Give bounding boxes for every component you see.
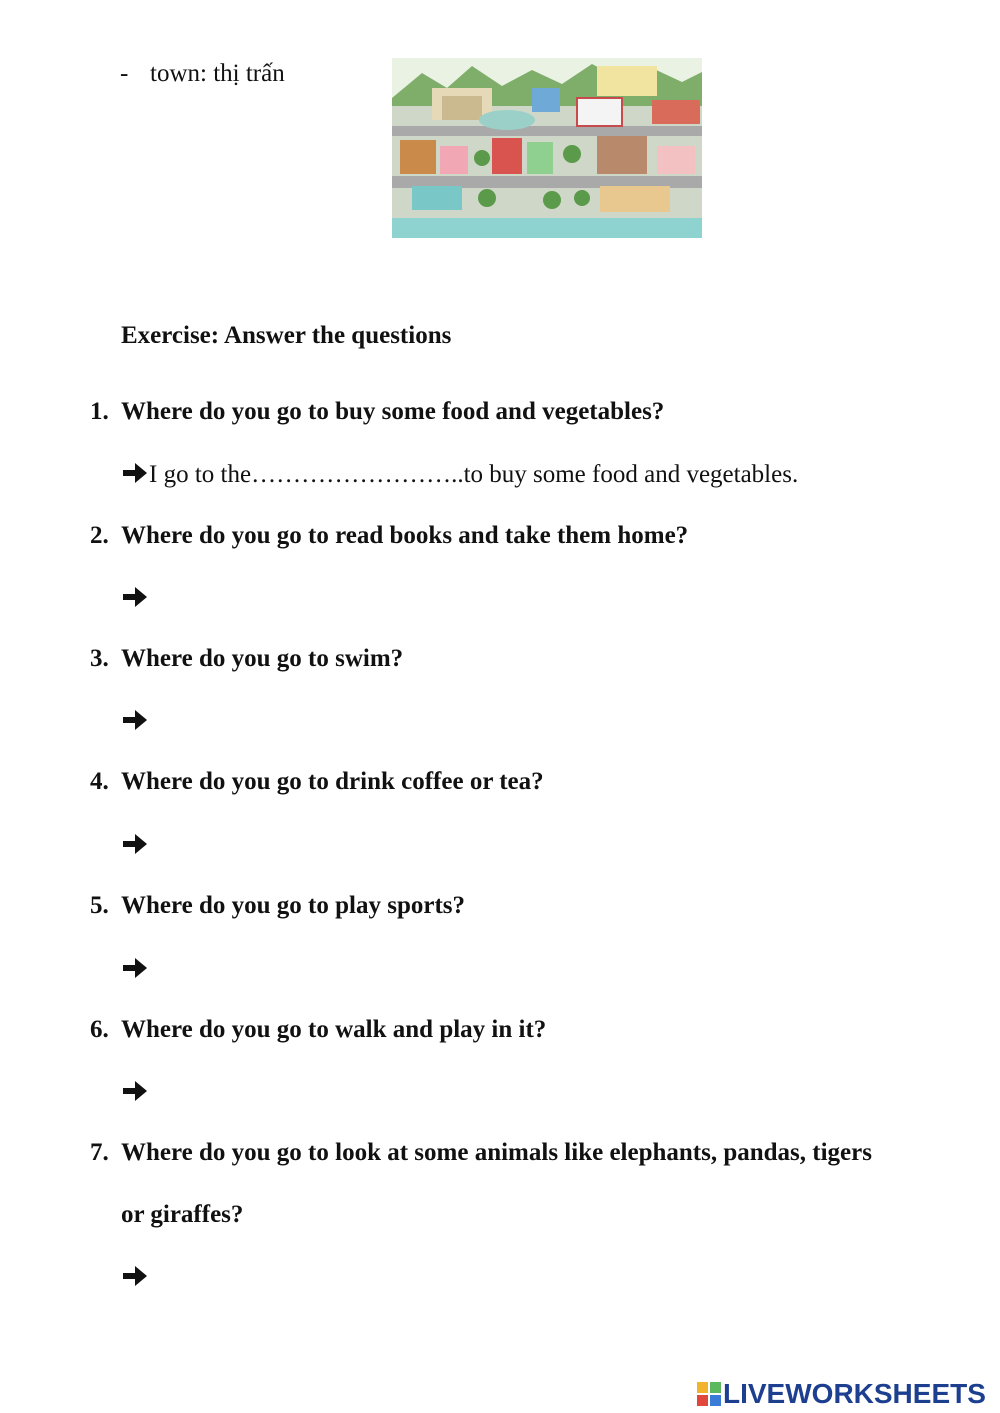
question-text: Where do you go to drink coffee or tea? xyxy=(121,768,544,795)
answer-4[interactable] xyxy=(121,831,149,860)
arrow-icon xyxy=(121,707,149,733)
vocab-text: town: thị trấn xyxy=(150,60,285,87)
question-text: Where do you go to walk and play in it? xyxy=(121,1016,547,1043)
question-text: Where do you go to read books and take them home? xyxy=(121,522,689,549)
logo-text: LIVEWORKSHEETS xyxy=(723,1378,986,1409)
question-text: Where do you go to buy some food and vegetables? xyxy=(121,398,665,425)
answer-6[interactable] xyxy=(121,1078,149,1107)
question-2 xyxy=(90,522,688,550)
question-number: 5. xyxy=(90,892,109,919)
arrow-icon xyxy=(121,955,149,981)
answer-5[interactable] xyxy=(121,955,149,984)
arrow-icon xyxy=(121,1263,149,1289)
arrow-icon xyxy=(121,460,149,486)
question-number: 6. xyxy=(90,1016,109,1043)
question-4 xyxy=(90,768,544,796)
question-6 xyxy=(90,1016,546,1044)
answer-2[interactable] xyxy=(121,584,149,613)
question-text: Where do you go to look at some animals like elephants, pandas, tigers xyxy=(121,1139,872,1166)
answer-3[interactable] xyxy=(121,707,149,736)
question-7 xyxy=(90,1139,872,1167)
question-7-continued: or giraffes? xyxy=(121,1201,244,1228)
vocab-line xyxy=(120,60,285,88)
answer-text: I go to the……………………..to buy some food and vegetables. xyxy=(149,461,799,488)
question-text: Where do you go to play sports? xyxy=(121,892,466,919)
question-number: 4. xyxy=(90,768,109,795)
answer-7[interactable] xyxy=(121,1263,149,1292)
arrow-icon xyxy=(121,584,149,610)
question-text: Where do you go to swim? xyxy=(121,645,404,672)
exercise-title: Exercise: Answer the questions xyxy=(121,322,452,349)
question-3 xyxy=(90,645,403,673)
town-illustration xyxy=(392,58,702,238)
vocab-dash: - xyxy=(120,60,129,87)
question-number: 1. xyxy=(90,398,109,425)
question-number: 2. xyxy=(90,522,109,549)
logo-blocks-icon xyxy=(697,1382,721,1406)
question-number: 3. xyxy=(90,645,109,672)
question-5 xyxy=(90,892,465,920)
arrow-icon xyxy=(121,831,149,857)
question-1 xyxy=(90,398,664,426)
liveworksheets-logo xyxy=(697,1378,986,1410)
question-number: 7. xyxy=(90,1139,109,1166)
answer-1[interactable] xyxy=(121,460,798,489)
arrow-icon xyxy=(121,1078,149,1104)
